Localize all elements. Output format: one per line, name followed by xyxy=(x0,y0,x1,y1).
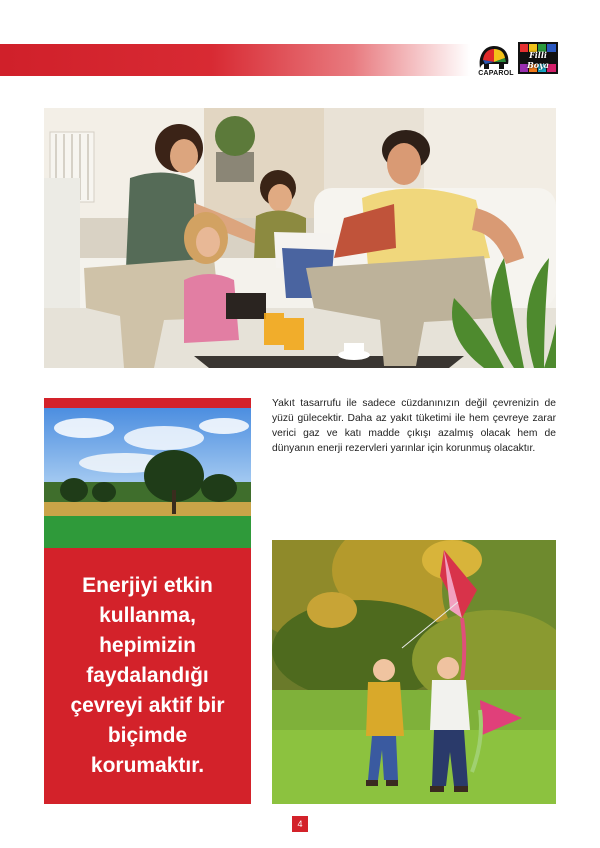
children-kite-photo xyxy=(272,540,556,804)
page-number: 4 xyxy=(292,816,308,832)
caparol-wordmark: CAPAROL xyxy=(478,70,514,77)
body-paragraph: Yakıt tasarrufu ile sadece cüzdanınızın değil çevrenizin de yüzü gülecektir. Daha az yakıt tüketimi ile hem çevreye zarar verici gaz ve katı madde çıkışı azalmış olacak hem de dünyanın enerji rezervleri yarınlar için korunmuş olacaktır. xyxy=(272,398,556,454)
quote-text: Enerjiyi etkin kullanma, hepimizin faydalandığı çevreyi aktif bir biçimde korumaktır. xyxy=(70,574,225,777)
family-living-room-photo xyxy=(44,108,556,368)
quote-box xyxy=(44,548,251,804)
filli-boya-wordmark: Filli Boya xyxy=(527,50,549,70)
green-landscape-photo xyxy=(44,408,251,548)
field-photo-red-bar xyxy=(44,398,251,408)
brand-logos xyxy=(474,40,560,80)
header-red-bar xyxy=(0,44,470,76)
